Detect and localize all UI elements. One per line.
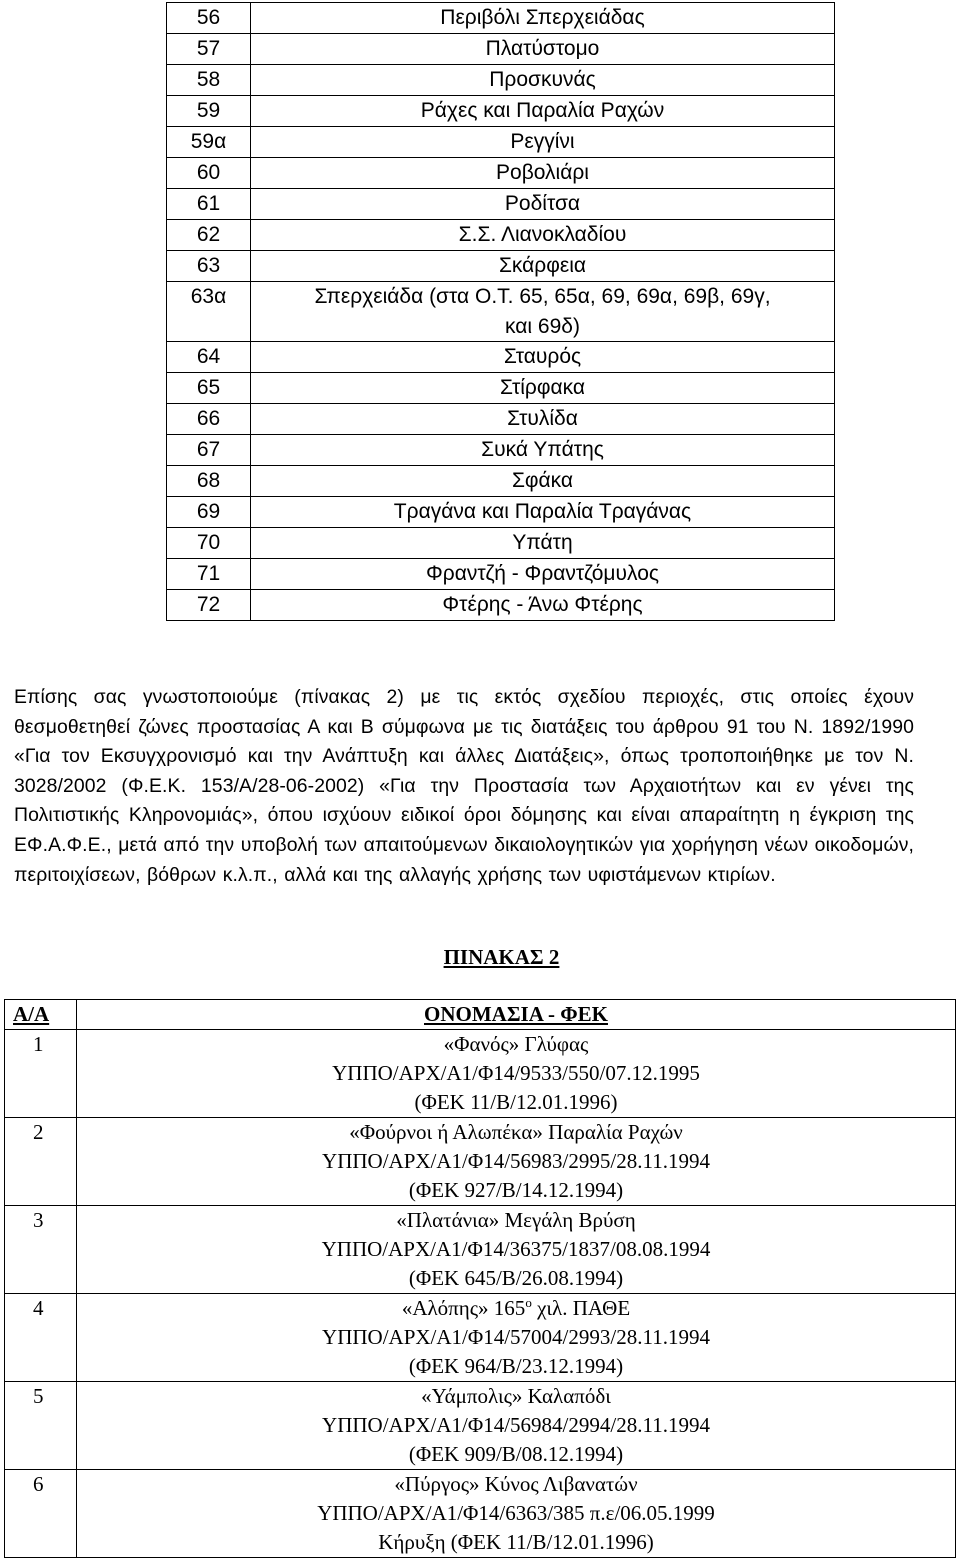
row-number: 61 — [167, 189, 251, 220]
decision-ref: ΥΠΠΟ/ΑΡΧ/Α1/Φ14/9533/550/07.12.1995 — [332, 1061, 700, 1085]
table-row — [5, 1206, 956, 1294]
row-number: 68 — [167, 466, 251, 497]
location-name: Ροβολιάρι — [251, 158, 835, 189]
table-row — [167, 65, 835, 96]
location-name: Τραγάνα και Παραλία Τραγάνας — [251, 497, 835, 528]
location-name: Σκάρφεια — [251, 251, 835, 282]
table-row — [167, 189, 835, 220]
decision-ref: ΥΠΠΟ/ΑΡΧ/Α1/Φ14/36375/1837/08.08.1994 — [321, 1237, 711, 1261]
zone-name: «Φούρνοι ή Αλωπέκα» Παραλία Ραχών — [349, 1120, 683, 1144]
row-index: 6 — [5, 1470, 77, 1558]
table-row — [167, 342, 835, 373]
table-row — [167, 251, 835, 282]
row-number: 60 — [167, 158, 251, 189]
zone-entry — [77, 1030, 956, 1118]
table-row — [167, 497, 835, 528]
row-number: 63α — [167, 282, 251, 342]
row-index: 3 — [5, 1206, 77, 1294]
gazette-ref: (ΦΕΚ 927/Β/14.12.1994) — [408, 1178, 624, 1202]
gazette-ref: (ΦΕΚ 964/Β/23.12.1994) — [408, 1354, 624, 1378]
row-number: 66 — [167, 404, 251, 435]
table-row — [167, 404, 835, 435]
row-number: 56 — [167, 3, 251, 34]
table-row — [167, 435, 835, 466]
location-name: Πλατύστομο — [251, 34, 835, 65]
zone-name: «Υάμπολις» Καλαπόδι — [421, 1384, 611, 1408]
table-row — [167, 34, 835, 65]
location-name: Ροδίτσα — [251, 189, 835, 220]
table-row — [167, 3, 835, 34]
location-name-line-1: Σπερχειάδα (στα Ο.Τ. 65, 65α, 69, 69α, 69β, 69γ, — [314, 285, 771, 308]
row-number: 62 — [167, 220, 251, 251]
table-row — [5, 1118, 956, 1206]
column-header-name: ΟΝΟΜΑΣΙΑ - ΦΕΚ — [77, 1000, 956, 1030]
location-name: Συκά Υπάτης — [251, 435, 835, 466]
row-index: 5 — [5, 1382, 77, 1470]
location-name: Στυλίδα — [251, 404, 835, 435]
row-number: 57 — [167, 34, 251, 65]
zone-entry — [77, 1470, 956, 1558]
location-name-line-2: και 69δ) — [505, 314, 580, 338]
row-number: 70 — [167, 528, 251, 559]
body-paragraph: Επίσης σας γνωστοποιούμε (πίνακας 2) με τις εκτός σχεδίου περιοχές, στις οποίες έχουν θεσμοθετηθεί ζώνες προστασίας Α και Β σύμφωνα με τις διατάξεις του άρθρου 91 του Ν. 1892/1990 «Για τον Εκσυγχρονισμό και την Ανάπτυξη και άλλες Διατάξεις», όπως τροποποιήθηκε με τον Ν. 3028/2002 (Φ.Ε.Κ. 153/Α/28-06-2002) «Για την Προστασία των Αρχαιοτήτων και εν γένει της Πολιτιστικής Κληρονομιάς», όπου ισχύουν ειδικοί όροι δόμησης και είναι απαραίτητη η έγκριση της ΕΦ.Α.Φ.Ε., μετά από την υποβολή των απαιτούμενων δικαιολογητικών για χορήγηση νέων οικοδομών, περιτοιχίσεων, βόθρων κ.λ.π., αλλά και της αλλαγής χρήσης των υφιστάμενων κτιρίων. — [14, 686, 914, 886]
locations-table — [166, 2, 835, 621]
table-row — [167, 158, 835, 189]
table-row — [5, 1030, 956, 1118]
zone-name-part-2: χιλ. ΠΑΘΕ — [531, 1296, 631, 1320]
row-index: 4 — [5, 1294, 77, 1382]
table-row — [167, 373, 835, 404]
zone-name-part-1: «Αλόπης» 165 — [401, 1296, 526, 1320]
location-name: Υπάτη — [251, 528, 835, 559]
table-header-row — [5, 1000, 956, 1030]
location-name: Σφάκα — [251, 466, 835, 497]
table-row — [167, 528, 835, 559]
location-name: Περιβόλι Σπερχειάδας — [251, 3, 835, 34]
zone-name: «Πύργος» Κύνος Λιβανατών — [394, 1472, 638, 1496]
table-row — [167, 127, 835, 158]
row-index: 2 — [5, 1118, 77, 1206]
decision-ref: ΥΠΠΟ/ΑΡΧ/Α1/Φ14/56983/2995/28.11.1994 — [322, 1149, 710, 1173]
location-name: Σ.Σ. Λιανοκλαδίου — [251, 220, 835, 251]
location-name: Σταυρός — [251, 342, 835, 373]
row-number: 65 — [167, 373, 251, 404]
table-row — [5, 1294, 956, 1382]
zone-entry — [77, 1118, 956, 1206]
location-name: Φραντζή - Φραντζόμυλος — [251, 559, 835, 590]
location-name: Ράχες και Παραλία Ραχών — [251, 96, 835, 127]
table-row — [167, 466, 835, 497]
row-number: 64 — [167, 342, 251, 373]
table-row — [167, 96, 835, 127]
row-number: 63 — [167, 251, 251, 282]
zone-entry — [77, 1294, 956, 1382]
row-number: 58 — [167, 65, 251, 96]
row-number: 59α — [167, 127, 251, 158]
location-name — [251, 282, 835, 342]
location-name: Φτέρης - Άνω Φτέρης — [251, 590, 835, 621]
column-header-aa: Α/Α — [5, 1000, 77, 1030]
zone-entry — [77, 1206, 956, 1294]
gazette-ref: (ΦΕΚ 11/Β/12.01.1996) — [414, 1090, 618, 1114]
protection-zones-table — [4, 999, 956, 1558]
zone-name: «Πλατάνια» Μεγάλη Βρύση — [396, 1208, 636, 1232]
zone-name — [77, 1294, 955, 1323]
table-row — [5, 1382, 956, 1470]
location-name: Ρεγγίνι — [251, 127, 835, 158]
zone-entry — [77, 1382, 956, 1470]
location-name: Στίρφακα — [251, 373, 835, 404]
row-number: 69 — [167, 497, 251, 528]
gazette-ref: Κήρυξη (ΦΕΚ 11/Β/12.01.1996) — [378, 1530, 654, 1554]
location-name: Προσκυνάς — [251, 65, 835, 96]
row-index: 1 — [5, 1030, 77, 1118]
decision-ref: ΥΠΠΟ/ΑΡΧ/Α1/Φ14/57004/2993/28.11.1994 — [322, 1325, 710, 1349]
gazette-ref: (ΦΕΚ 909/Β/08.12.1994) — [408, 1442, 624, 1466]
table-row — [5, 1470, 956, 1558]
decision-ref: ΥΠΠΟ/ΑΡΧ/Α1/Φ14/56984/2994/28.11.1994 — [322, 1413, 710, 1437]
ordinal-superscript: ο — [525, 1295, 532, 1310]
decision-ref: ΥΠΠΟ/ΑΡΧ/Α1/Φ14/6363/385 π.ε/06.05.1999 — [317, 1501, 715, 1525]
table-row — [167, 282, 835, 342]
row-number: 72 — [167, 590, 251, 621]
row-number: 71 — [167, 559, 251, 590]
table-row — [167, 559, 835, 590]
zone-name: «Φανός» Γλύφας — [443, 1032, 589, 1056]
table-row — [167, 590, 835, 621]
row-number: 59 — [167, 96, 251, 127]
gazette-ref: (ΦΕΚ 645/Β/26.08.1994) — [408, 1266, 624, 1290]
row-number: 67 — [167, 435, 251, 466]
table2-title: ΠΙΝΑΚΑΣ 2 — [443, 945, 560, 969]
table-row — [167, 220, 835, 251]
